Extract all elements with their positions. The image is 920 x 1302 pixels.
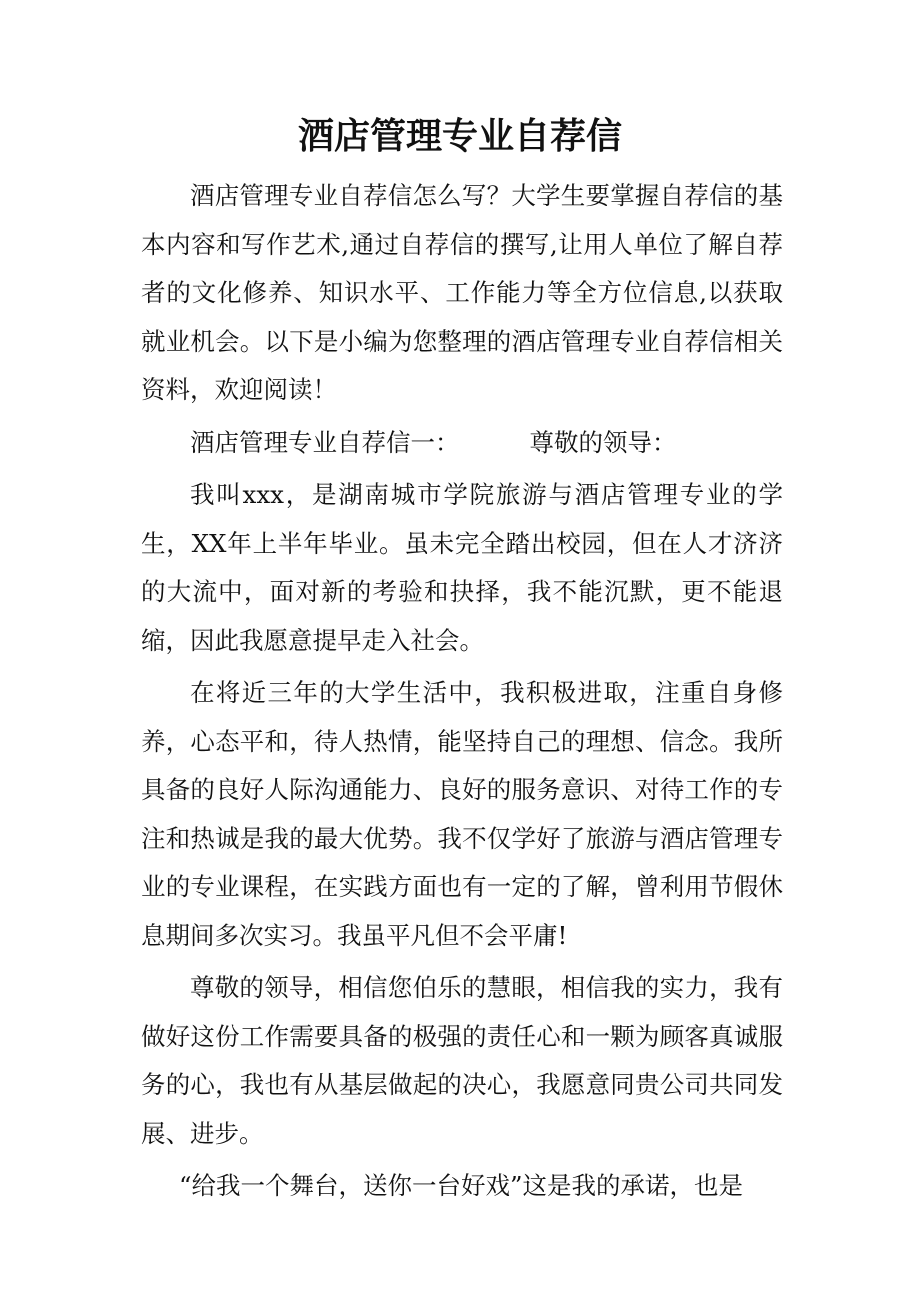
intro-paragraph: 酒店管理专业自荐信怎么写？大学生要掌握自荐信的基本内容和写作艺术,通过自荐信的撰写,让用人单位了解自荐者的文化修养、知识水平、工作能力等全方位信息,以获取就业机会。以下是小编为您整理的酒店管理专业自荐信相关资料，欢迎阅读！: [141, 181, 783, 404]
document-title: 酒店管理专业自荐信: [297, 115, 622, 157]
document-body: [141, 172, 783, 1211]
body-paragraph: 我叫xxx，是湖南城市学院旅游与酒店管理专业的学生，XX年上半年毕业。虽未完全踏出校园，但在人才济济的大流中，面对新的考验和抉择，我不能沉默，更不能退缩，因此我愿意提早走入社会。: [141, 480, 783, 655]
letter-heading-line: [141, 419, 783, 468]
salutation: 尊敬的领导：: [529, 427, 677, 457]
letter-heading: 酒店管理专业自荐信一：: [190, 427, 460, 457]
body-paragraph: 在将近三年的大学生活中，我积极进取，注重自身修养，心态平和，待人热情，能坚持自己的理想、信念。我所具备的良好人际沟通能力、良好的服务意识、对待工作的专注和热诚是我的最大优势。我不仅学好了旅游与酒店管理专业的专业课程，在实践方面也有一定的了解，曾利用节假休息期间多次实习。我虽平凡但不会平庸!: [141, 678, 783, 950]
body-paragraph: “给我一个舞台，送你一台好戏”这是我的承诺，也是: [179, 1171, 744, 1200]
body-paragraph: 尊敬的领导，相信您伯乐的慧眼，相信我的实力，我有做好这份工作需要具备的极强的责任心和一颗为顾客真诚服务的心，我也有从基层做起的决心，我愿意同贵公司共同发展、进步。: [141, 973, 783, 1148]
